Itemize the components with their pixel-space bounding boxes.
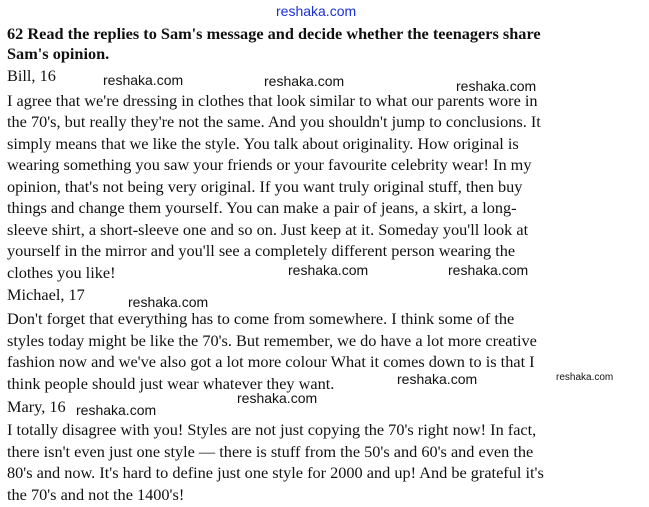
- reply-line: simply means that we like the style. You talk about originality. How original is: [7, 134, 519, 153]
- watermark-top: reshaka.com: [276, 3, 357, 19]
- reply-line: wearing something you saw your friends or your favourite celebrity wear! In my: [7, 155, 532, 174]
- reply-line: the 70's and not the 1400's!: [7, 485, 185, 504]
- watermark: reshaka.com: [128, 294, 209, 310]
- reply-line: things and change them yourself. You can make a pair of jeans, a skirt, a long-: [7, 198, 517, 217]
- exercise-heading-line-2: Sam's opinion.: [7, 44, 110, 63]
- reply-author-bill: Bill, 16: [7, 66, 56, 85]
- reply-author-mary: Mary, 16: [7, 397, 66, 416]
- watermark: reshaka.com: [397, 371, 478, 387]
- reply-line: yourself in the mirror and you'll see a completely different person wearing the: [7, 241, 516, 260]
- watermark: reshaka.com: [237, 390, 318, 406]
- reply-line: clothes you like!: [7, 263, 116, 282]
- reply-line: there isn't even just one style — there is stuff from the 50's and 60's and even the: [7, 442, 534, 461]
- reply-line: sleeve shirt, a short-sleeve one and so on. Just keep at it. Someday you'll look at: [7, 220, 529, 239]
- reply-line: 80's and now. It's hard to define just one style for 2000 and up! And be grateful it's: [7, 463, 544, 482]
- watermark: reshaka.com: [448, 262, 529, 278]
- watermark: reshaka.com: [103, 72, 184, 88]
- watermark: reshaka.com: [288, 262, 369, 278]
- watermark: reshaka.com: [264, 73, 345, 89]
- watermark: reshaka.com: [456, 78, 537, 94]
- watermark: reshaka.com: [76, 402, 157, 418]
- reply-line: I agree that we're dressing in clothes that look similar to what our parents wore in: [7, 91, 538, 110]
- reply-line: the 70's, but really they're not the same. And you shouldn't jump to conclusions. It: [7, 112, 541, 131]
- watermark: reshaka.com: [556, 372, 614, 383]
- reply-author-michael: Michael, 17: [7, 285, 85, 304]
- exercise-heading-line-1: 62 Read the replies to Sam's message and decide whether the teenagers share: [7, 24, 541, 43]
- reply-line: think people should just wear whatever they want.: [7, 374, 335, 393]
- reply-line: I totally disagree with you! Styles are not just copying the 70's right now! In fact,: [7, 420, 537, 439]
- reply-line: Don't forget that everything has to come from somewhere. I think some of the: [7, 309, 515, 328]
- reply-line: opinion, that's not being very original. If you want truly original stuff, then buy: [7, 177, 523, 196]
- reply-line: styles today might be like the 70's. But remember, we do have a lot more creative: [7, 331, 537, 350]
- reply-line: fashion now and we've also got a lot more colour What it comes down to is that I: [7, 352, 535, 371]
